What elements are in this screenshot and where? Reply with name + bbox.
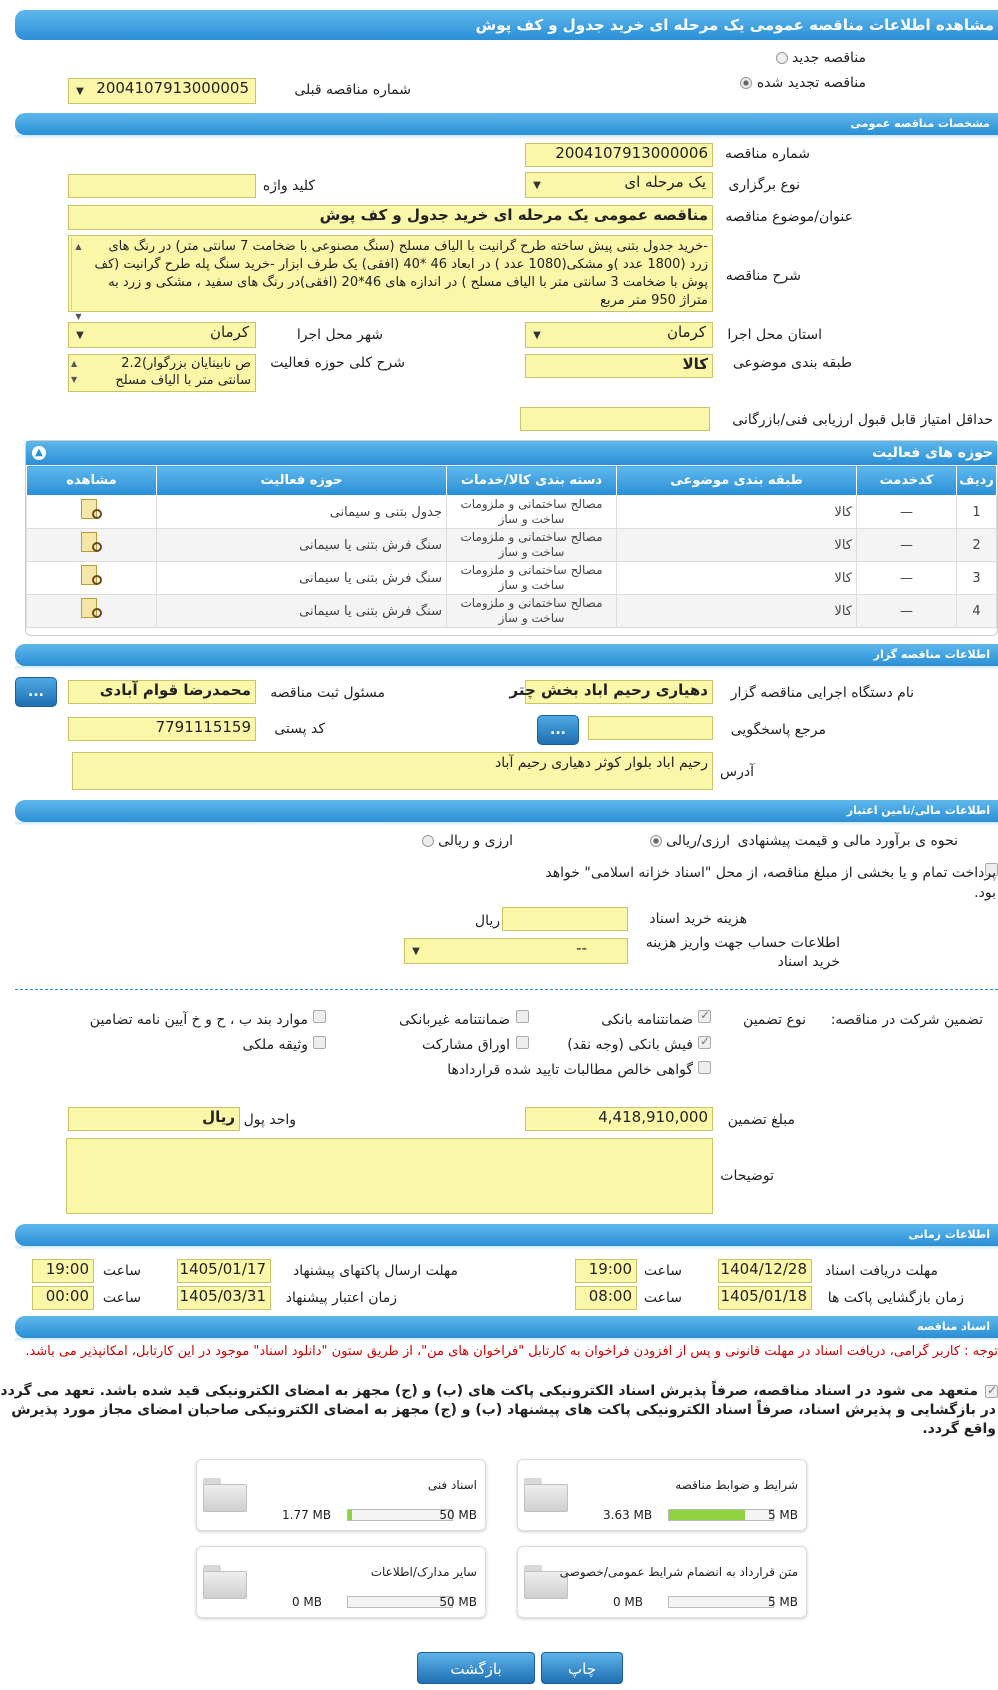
- divider: [15, 989, 998, 990]
- table-row: [27, 595, 997, 628]
- desc-textarea[interactable]: -خرید جدول بتنی پیش ساخته طرح گرانیت با الیاف مسلح (سنگ مصنوعی با ضخامت 7 سانتی متر) در رنگ های زرد (1800 عدد )و مشکی(1080 عدد ) در ابعاد 46 *40 (افقی) یک طرف ابزار -خرید سنگ پله طرح گرانیت (کف پوش با ضخامت 3 سانتی متر با الیاف مسلح ) در اندازه های 46*20 (افقی)در رنگ های سفید ، مشکی و زرد به متراژ 950 متر مربع ▲ ▼: [68, 235, 713, 312]
- prev-number-select[interactable]: ▼ 2004107913000005: [68, 78, 256, 104]
- valid-date: 1405/03/31: [177, 1286, 271, 1310]
- time-label: ساعت: [643, 1290, 682, 1306]
- view-cell: [27, 529, 157, 562]
- commit-text: متعهد می شود در اسناد مناقصه، صرفاً پذیرش اسناد الکترونیکی پاکت های (ب) و (ج) مجهز به امضای الکترونیکی قید شده باشد. تعهد می گردد در بازگشایی و پذیرش اسناد، صرفاً اسناد الکترونیکی پاکت های پیشنهاد (ب) و (ج) مجهز به امضای الکترونیکی صاحبان امضای مجاز مورد پذیرش واقع گردد.: [0, 1383, 996, 1437]
- table-cell: سنگ فرش بتنی یا سیمانی: [157, 595, 447, 628]
- docs-notice: توجه : کاربر گرامی، دریافت اسناد در مهلت قانونی و پس از افزودن فراخوان به کارتابل "فراخوان های من"، از طریق ستون "دانلود اسناد" موجود در این کارتابل، امکانپذیر می باشد.: [25, 1344, 998, 1359]
- activities-panel: [25, 440, 998, 636]
- bonds-label: اوراق مشارکت: [421, 1037, 510, 1053]
- section-finance-header: اطلاعات مالی/تامین اعتبار: [15, 800, 998, 822]
- col-view: مشاهده: [27, 466, 157, 496]
- view-document-icon[interactable]: [79, 596, 105, 622]
- tile-title: شرایط و ضوابط مناقصه: [675, 1478, 798, 1492]
- type-select[interactable]: ▼ یک مرحله ای: [525, 172, 713, 198]
- open-label: زمان بازگشایی پاکت ها: [827, 1290, 964, 1306]
- ref-label: مرجع پاسخگویی: [730, 722, 826, 738]
- type-label: نوع برگزاری: [728, 177, 800, 193]
- back-button[interactable]: بازگشت: [417, 1652, 535, 1684]
- view-document-icon[interactable]: [79, 497, 105, 523]
- subject-field: مناقصه عمومی یک مرحله ای خرید جدول و کف پوش: [68, 205, 713, 230]
- table-cell: کالا: [617, 496, 857, 529]
- document-tile[interactable]: [517, 1459, 807, 1531]
- province-label: استان محل اجرا: [727, 327, 822, 343]
- tile-progress: [347, 1596, 453, 1608]
- prev-number-label: شماره مناقصه قبلی: [294, 82, 411, 98]
- activity-textarea[interactable]: ص نابینایان بزرگوار)2.2 سانتی متر با الیاف مسلح ▲ ▼: [68, 354, 256, 392]
- chevron-down-icon: ▼: [412, 945, 420, 957]
- col-row: ردیف: [957, 466, 997, 496]
- table-cell: سنگ فرش بتنی یا سیمانی: [157, 529, 447, 562]
- table-row: [27, 496, 997, 529]
- resp-field: محمدرضا قوام آبادی: [68, 680, 256, 704]
- cash-checkbox[interactable]: [698, 1036, 711, 1049]
- receive-time: 19:00: [575, 1259, 637, 1283]
- table-cell: مصالح ساختمانی و ملزومات ساخت و ساز: [447, 529, 617, 562]
- document-tile[interactable]: [196, 1459, 486, 1531]
- org-field: دهیاری رحیم اباد بخش چتر: [525, 680, 713, 704]
- receive-date: 1404/12/28: [718, 1259, 812, 1283]
- address-label: آدرس: [720, 764, 754, 780]
- currency-field: ریال: [68, 1107, 240, 1131]
- col-group: دسته بندی کالا/خدمات: [447, 466, 617, 496]
- guarantee-label: تضمین شرکت در مناقصه:: [830, 1012, 983, 1028]
- tile-progress: [668, 1509, 774, 1521]
- folder-icon: [203, 1561, 249, 1601]
- bank-guarantee-label: ضمانتنامه بانکی: [601, 1012, 693, 1028]
- tile-progress: [668, 1596, 774, 1608]
- valid-label: زمان اعتبار پیشنهاد: [285, 1290, 397, 1306]
- tender-number-field: 2004107913000006: [525, 143, 713, 167]
- time-label: ساعت: [102, 1263, 141, 1279]
- view-cell: [27, 595, 157, 628]
- table-cell: کالا: [617, 595, 857, 628]
- table-cell: جدول بتنی و سیمانی: [157, 496, 447, 529]
- doc-cost-field[interactable]: [502, 907, 628, 931]
- min-score-label: حداقل امتیاز قابل قبول ارزیابی فنی/بازرگانی: [732, 412, 993, 428]
- open-time: 08:00: [575, 1286, 637, 1310]
- table-cell: —: [857, 595, 957, 628]
- scrollbar[interactable]: ▲ ▼: [71, 238, 85, 310]
- estimate-option-1[interactable]: ارزی/ریالی: [650, 833, 730, 849]
- col-activity: حوزه فعالیت: [157, 466, 447, 496]
- tile-progress: [347, 1509, 453, 1521]
- province-select[interactable]: ▼ کرمان: [525, 322, 713, 348]
- view-cell: [27, 496, 157, 529]
- chevron-down-icon: ▼: [76, 85, 84, 97]
- estimate-option-2[interactable]: ارزی و ریالی: [422, 833, 513, 849]
- bank-guarantee-checkbox[interactable]: [698, 1010, 711, 1023]
- tile-max: 5 MB: [767, 1508, 798, 1522]
- guarantee-type-label: نوع تضمین: [743, 1012, 806, 1028]
- col-code: کدخدمت: [857, 466, 957, 496]
- table-cell: 3: [957, 562, 997, 595]
- table-cell: —: [857, 529, 957, 562]
- nonbank-guarantee-label: ضمانتنامه غیربانکی: [398, 1012, 510, 1028]
- tile-size: 3.63 MB: [603, 1508, 653, 1522]
- account-select[interactable]: ▼ --: [404, 938, 628, 964]
- notes-field[interactable]: [66, 1138, 713, 1214]
- table-cell: مصالح ساختمانی و ملزومات ساخت و ساز: [447, 496, 617, 529]
- min-score-field[interactable]: [520, 407, 710, 431]
- table-cell: مصالح ساختمانی و ملزومات ساخت و ساز: [447, 562, 617, 595]
- tile-title: متن قرارداد به انضمام شرایط عمومی/خصوصی: [559, 1565, 798, 1579]
- activity-label: شرح کلی حوزه فعالیت: [270, 355, 405, 371]
- table-cell: کالا: [617, 562, 857, 595]
- table-cell: 2: [957, 529, 997, 562]
- claims-checkbox[interactable]: [698, 1061, 711, 1074]
- tile-progress-fill: [348, 1510, 352, 1520]
- account-label: اطلاعات حساب جهت واریز هزینه خرید اسناد: [645, 935, 840, 970]
- org-label: نام دستگاه اجرایی مناقصه گزار: [730, 685, 914, 701]
- open-date: 1405/01/18: [718, 1286, 812, 1310]
- valid-time: 00:00: [32, 1286, 94, 1310]
- print-button[interactable]: چاپ: [541, 1652, 623, 1684]
- table-cell: 4: [957, 595, 997, 628]
- folder-icon: [203, 1474, 249, 1514]
- other-guarantee-label: موارد بند ب ، ح و خ آیین نامه تضامین: [89, 1012, 308, 1028]
- address-field: رحیم اباد بلوار کوثر دهیاری رحیم آباد: [72, 752, 713, 790]
- page-title: مشاهده اطلاعات مناقصه عمومی یک مرحله ای خرید جدول و کف پوش: [15, 10, 998, 40]
- other-guarantee-checkbox[interactable]: [313, 1010, 326, 1023]
- postal-label: کد پستی: [274, 721, 325, 737]
- property-label: وثیقه ملکی: [242, 1037, 308, 1053]
- tile-title: سایر مدارک/اطلاعات: [370, 1565, 477, 1579]
- nonbank-guarantee-checkbox[interactable]: [516, 1010, 529, 1023]
- ref-lookup-button[interactable]: ...: [537, 715, 579, 745]
- time-label: ساعت: [643, 1263, 682, 1279]
- table-cell: سنگ فرش بتنی یا سیمانی: [157, 562, 447, 595]
- tile-size: 0 MB: [612, 1595, 643, 1609]
- send-date: 1405/01/17: [177, 1259, 271, 1283]
- treasury-text: پرداخت تمام و یا بخشی از مبلغ مناقصه، از محل "اسناد خزانه اسلامی" خواهد بود.: [545, 865, 996, 901]
- folder-icon: [524, 1474, 570, 1514]
- estimate-label: نحوه ی برآورد مالی و قیمت پیشنهادی: [737, 833, 958, 849]
- tender-number-label: شماره مناقصه: [725, 146, 810, 162]
- chevron-down-icon: ▼: [533, 329, 541, 341]
- activities-header: حوزه های فعالیت: [872, 445, 993, 461]
- new-tender-option[interactable]: مناقصه جدید: [776, 50, 866, 66]
- chevron-down-icon: ▼: [533, 179, 541, 191]
- col-category: طبقه بندی موضوعی: [617, 466, 857, 496]
- time-label: ساعت: [102, 1290, 141, 1306]
- scrollbar[interactable]: ▲ ▼: [71, 359, 78, 384]
- keyword-label: کلید واژه: [262, 178, 315, 194]
- activities-table: [26, 465, 997, 628]
- document-tile[interactable]: [517, 1546, 807, 1618]
- subject-label: عنوان/موضوع مناقصه: [725, 209, 853, 225]
- tile-max: 5 MB: [767, 1595, 798, 1609]
- section-organizer-header: اطلاعات مناقصه گزار: [15, 644, 998, 666]
- table-cell: —: [857, 496, 957, 529]
- send-time: 19:00: [32, 1259, 94, 1283]
- tile-progress-fill: [669, 1510, 745, 1520]
- city-label: شهر محل اجرا: [296, 327, 383, 343]
- postal-field: 7791115159: [68, 717, 256, 741]
- table-cell: 1: [957, 496, 997, 529]
- tile-max: 50 MB: [439, 1508, 477, 1522]
- currency-label: واحد پول: [243, 1112, 296, 1128]
- renewed-tender-option[interactable]: مناقصه تجدید شده: [740, 75, 866, 91]
- view-document-icon[interactable]: [79, 563, 105, 589]
- section-general-header: مشخصات مناقصه عمومی: [15, 113, 998, 135]
- claims-label: گواهی خالص مطالبات تایید شده قراردادها: [447, 1062, 693, 1078]
- notes-label: توضیحات: [720, 1168, 774, 1184]
- tile-size: 0 MB: [291, 1595, 322, 1609]
- cash-label: فیش بانکی (وجه نقد): [567, 1037, 693, 1053]
- view-cell: [27, 562, 157, 595]
- table-cell: —: [857, 562, 957, 595]
- table-cell: کالا: [617, 529, 857, 562]
- chevron-down-icon: ▼: [76, 329, 84, 341]
- section-docs-header: اسناد مناقصه: [15, 1316, 998, 1338]
- receive-label: مهلت دریافت اسناد: [824, 1263, 938, 1279]
- ref-field[interactable]: [588, 716, 713, 740]
- resp-label: مسئول ثبت مناقصه: [270, 685, 385, 701]
- doc-cost-unit: ریال: [474, 913, 500, 929]
- doc-cost-label: هزینه خرید اسناد: [649, 911, 747, 927]
- tile-max: 50 MB: [439, 1595, 477, 1609]
- table-cell: مصالح ساختمانی و ملزومات ساخت و ساز: [447, 595, 617, 628]
- category-field: کالا: [525, 354, 713, 378]
- desc-label: شرح مناقصه: [725, 268, 801, 284]
- city-select[interactable]: ▼ کرمان: [68, 322, 256, 348]
- document-tile[interactable]: [196, 1546, 486, 1618]
- bonds-checkbox[interactable]: [516, 1036, 529, 1049]
- send-label: مهلت ارسال پاکتهای پیشنهاد: [292, 1263, 458, 1279]
- table-row: [27, 562, 997, 595]
- section-timing-header: اطلاعات زمانی: [15, 1224, 998, 1246]
- amount-field: 4,418,910,000: [525, 1107, 713, 1131]
- keyword-field[interactable]: [68, 174, 256, 198]
- view-document-icon[interactable]: [79, 530, 105, 556]
- collapse-icon[interactable]: ▲: [32, 446, 46, 460]
- tile-size: 1.77 MB: [282, 1508, 332, 1522]
- resp-lookup-button[interactable]: ...: [15, 677, 57, 707]
- category-label: طبقه بندی موضوعی: [732, 355, 852, 371]
- amount-label: مبلغ تضمین: [727, 1112, 795, 1128]
- tile-title: اسناد فنی: [427, 1478, 477, 1492]
- table-row: [27, 529, 997, 562]
- property-checkbox[interactable]: [313, 1036, 326, 1049]
